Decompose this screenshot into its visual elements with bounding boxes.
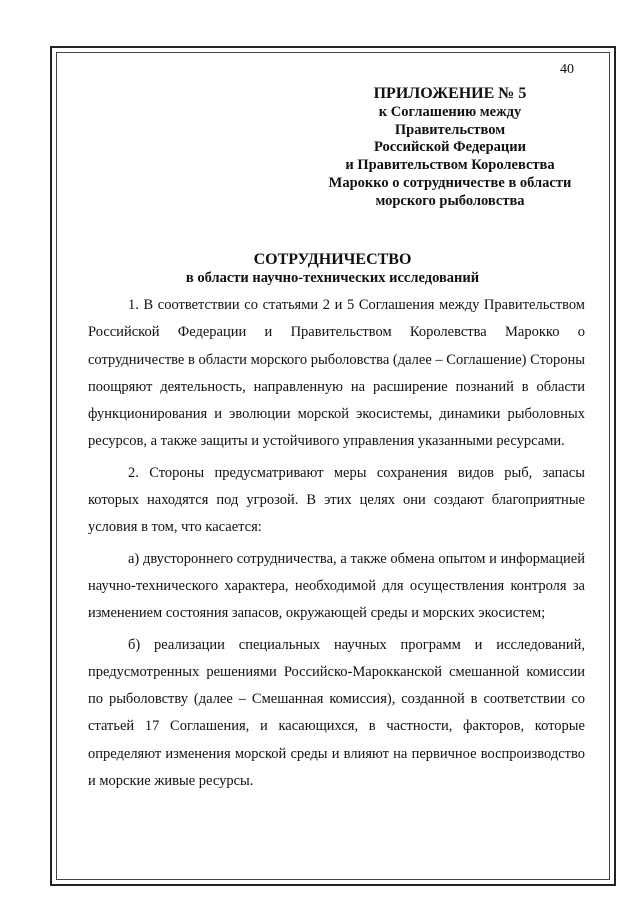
page-number: 40 [560,62,574,77]
paragraph-2b: б) реализации специальных научных программ и исследований, предусмотренных решениями Российско-Марокканской смешанной комиссии по рыболовству (далее – Смешанная комиссия), созданной в соответствии со статьей 17 Соглашения, и касающихся, в частности, факторов, которые определяют изменения морской среды и влияют на первичное воспроизводство и морские живые ресурсы. [88,636,585,790]
document-title: СОТРУДНИЧЕСТВО [253,251,412,268]
appendix-line: морского рыболовства [375,192,525,209]
appendix-line: Правительством [394,121,506,138]
document-heading [80,250,585,287]
appendix-line: и Правительством Королевства [345,157,555,174]
appendix-line: Марокко о сотрудничестве в области [328,174,572,191]
document-body [88,292,585,799]
appendix-line: к Соглашению между [378,104,522,120]
document-subtitle: в области научно-технических исследований [185,270,480,286]
appendix-line: Российской Федерации [373,139,526,156]
appendix-title: ПРИЛОЖЕНИЕ № 5 [373,85,527,102]
appendix-header [300,84,600,210]
paragraph-1: 1. В соответствии со статьями 2 и 5 Соглашения между Правительством Российской Федерации и Правительством Королевства Марокко о сотрудничестве в области морского рыболовства (далее – Соглашение) Стороны поощряют деятельность, направленную на расширение познаний в области функционирования и эволюции морской экосистемы, динамики рыболовных ресурсов, а также защиты и устойчивого управления указанными ресурсами. [88,297,585,450]
paragraph-2: 2. Стороны предусматривают меры сохранения видов рыб, запасы которых находятся под угрозой. В этих целях они создают благоприятные условия в том, что касается: [88,464,585,536]
paragraph-2a: а) двустороннего сотрудничества, а также обмена опытом и информацией научно-технического характера, необходимой для осуществления контроля за изменением состояния запасов, окружающей среды и морских экосистем; [88,550,585,622]
